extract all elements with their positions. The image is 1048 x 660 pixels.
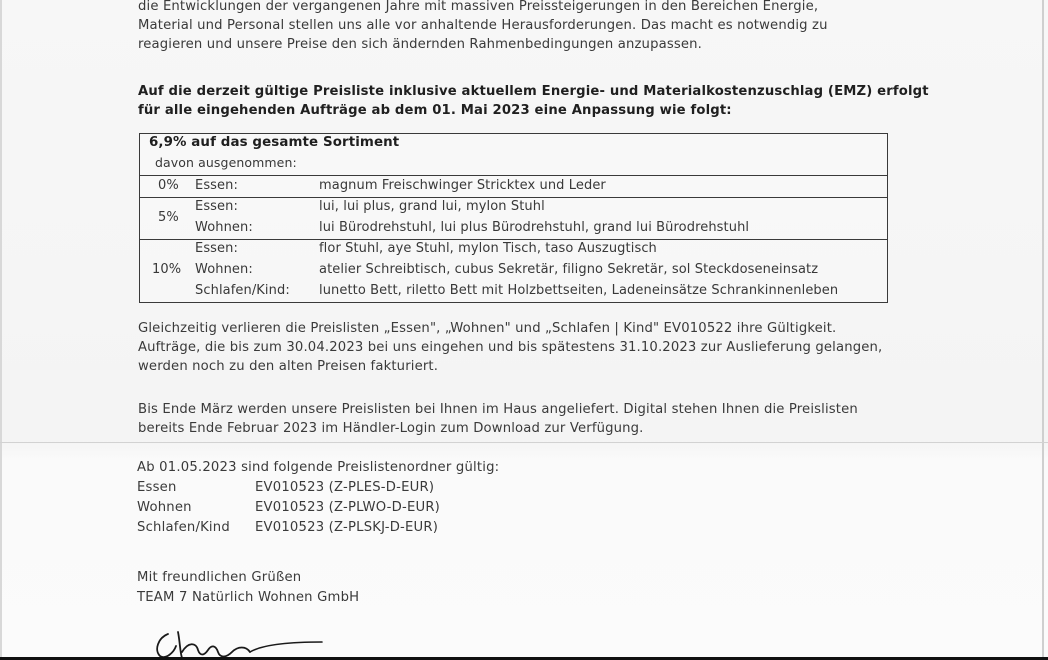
delivery-line: bereits Ende Februar 2023 im Händler-Login zum Download zur Verfügung. xyxy=(138,421,644,436)
price-adjustment-announcement xyxy=(138,82,929,120)
announcement-line: für alle eingehenden Aufträge ab dem 01. Mai 2023 eine Anpassung wie folgt: xyxy=(138,103,732,118)
table-group-5-percent xyxy=(140,198,887,240)
intro-paragraph xyxy=(138,0,828,54)
folder-name: Essen xyxy=(137,480,177,495)
folders-intro: Ab 01.05.2023 sind folgende Preislistenordner gültig: xyxy=(137,460,500,475)
folder-code: EV010523 (Z-PLSKJ-D-EUR) xyxy=(255,520,439,535)
delivery-paragraph xyxy=(138,400,858,438)
validity-paragraph xyxy=(138,319,882,376)
group-category: Essen: xyxy=(195,178,238,193)
group-products: atelier Schreibtisch, cubus Sekretär, filigno Sekretär, sol Steckdoseneinsatz xyxy=(319,262,819,277)
group-category: Schlafen/Kind: xyxy=(195,283,290,298)
folder-code: EV010523 (Z-PLWO-D-EUR) xyxy=(255,500,441,515)
table-group-0-percent xyxy=(140,176,887,198)
validity-line: Gleichzeitig verlieren die Preislisten „Essen", „Wohnen" und „Schlafen | Kind" EV010522 ihre Gültigkeit. xyxy=(138,321,837,336)
group-products: flor Stuhl, aye Stuhl, mylon Tisch, taso Auszugtisch xyxy=(319,241,657,256)
folder-code: EV010523 (Z-PLES-D-EUR) xyxy=(255,480,435,495)
folder-name: Schlafen/Kind xyxy=(137,520,230,535)
company-name: TEAM 7 Natürlich Wohnen GmbH xyxy=(137,590,360,605)
table-subheading: davon ausgenommen: xyxy=(155,155,297,170)
group-products: lui Bürodrehstuhl, lui plus Bürodrehstuhl, grand lui Bürodrehstuhl xyxy=(319,220,750,235)
delivery-line: Bis Ende März werden unsere Preislisten bei Ihnen im Haus angeliefert. Digital stehen Ihnen die Preislisten xyxy=(138,402,858,417)
page-edge-right xyxy=(1042,0,1044,660)
group-percent: 10% xyxy=(152,262,182,277)
handwritten-signature xyxy=(150,612,340,660)
group-category: Wohnen: xyxy=(195,262,253,277)
group-percent: 5% xyxy=(158,210,179,225)
group-products: lunetto Bett, riletto Bett mit Holzbettseiten, Ladeneinsätze Schrankinnenleben xyxy=(319,283,839,298)
paper-fold-line xyxy=(0,442,1048,443)
intro-line: Material und Personal stellen uns alle vor anhaltende Herausforderungen. Das macht es notwendig zu xyxy=(138,18,828,33)
group-products: magnum Freischwinger Stricktex und Leder xyxy=(319,178,606,193)
group-percent: 0% xyxy=(158,178,179,193)
intro-line: reagieren und unsere Preise den sich ändernden Rahmenbedingungen anzupassen. xyxy=(138,37,702,52)
announcement-line: Auf die derzeit gültige Preisliste inklusive aktuellem Energie- und Materialkostenzuschlag (EMZ) erfolgt xyxy=(138,84,929,99)
table-header-row xyxy=(140,134,887,176)
closing-greeting: Mit freundlichen Grüßen xyxy=(137,570,302,585)
folder-name: Wohnen xyxy=(137,500,192,515)
validity-line: Aufträge, die bis zum 30.04.2023 bei uns eingehen und bis spätestens 31.10.2023 zur Auslieferung gelangen, xyxy=(138,340,883,355)
group-category: Wohnen: xyxy=(195,220,253,235)
letter-closing xyxy=(137,568,359,608)
page-edge-left xyxy=(0,0,2,660)
price-adjustment-table xyxy=(139,133,888,303)
group-category: Essen: xyxy=(195,241,238,256)
table-heading: 6,9% auf das gesamte Sortiment xyxy=(149,135,400,150)
table-group-10-percent xyxy=(140,240,887,304)
validity-line: werden noch zu den alten Preisen fakturiert. xyxy=(138,359,439,374)
intro-line: die Entwicklungen der vergangenen Jahre mit massiven Preissteigerungen in den Bereichen Energie, xyxy=(138,0,819,14)
group-category: Essen: xyxy=(195,199,238,214)
group-products: lui, lui plus, grand lui, mylon Stuhl xyxy=(319,199,545,214)
